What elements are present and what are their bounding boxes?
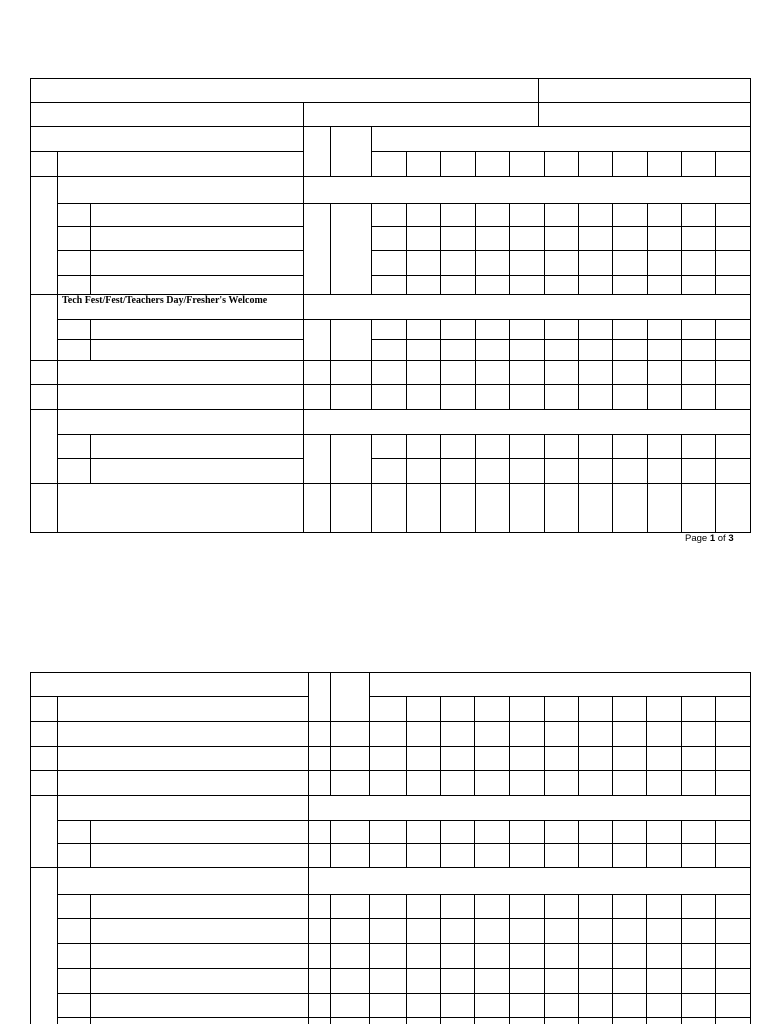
page-of: of xyxy=(717,533,726,544)
page-prefix: Page xyxy=(685,533,708,544)
section-label: Tech Fest/Fest/Teachers Day/Fresher's Welcome xyxy=(62,295,268,306)
total-pages: 3 xyxy=(728,533,734,544)
current-page: 1 xyxy=(709,533,716,544)
